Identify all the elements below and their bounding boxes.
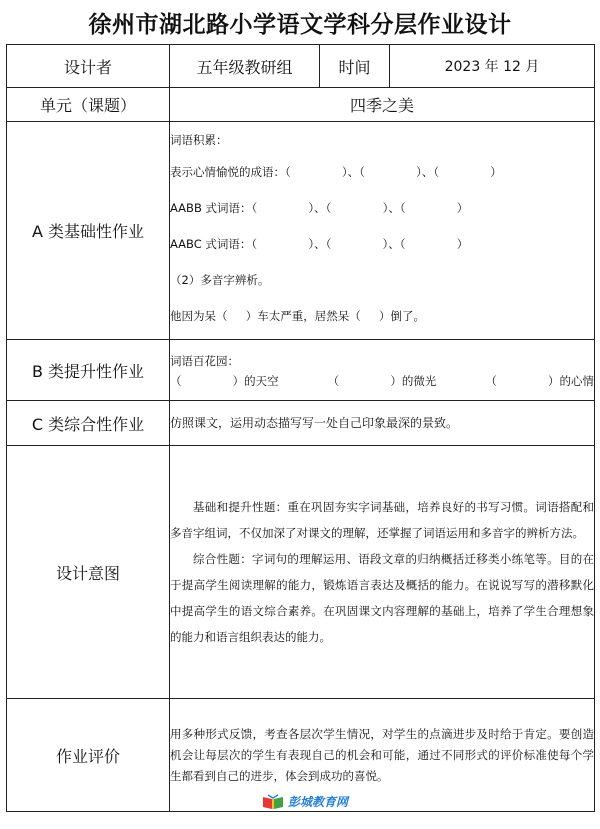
design-intent-paragraph: 基础和提升性题：重在巩固夯实字词基础，培养良好的书写习惯。词语搭配和多音字组词，不仅加深了对课文的理解，还掌握了词语运用和多音字的辨析方法。 bbox=[170, 500, 594, 540]
section-c-label: C 类综合性作业 bbox=[7, 401, 170, 446]
section-b-items bbox=[170, 373, 594, 390]
section-b-heading: 词语百花园： bbox=[170, 353, 239, 368]
design-intent-row bbox=[7, 446, 595, 699]
page-title: 徐州市湖北路小学语文学科分层作业设计 bbox=[88, 12, 512, 38]
homework-design-table bbox=[6, 44, 595, 812]
watermark-text: 彭城教育网 bbox=[288, 795, 349, 809]
design-intent-label: 设计意图 bbox=[7, 446, 170, 699]
section-a-label: A 类基础性作业 bbox=[7, 122, 170, 340]
phrase-blank: （ ）的心情 bbox=[485, 374, 594, 389]
section-b-label: B 类提升性作业 bbox=[7, 340, 170, 401]
section-a-content bbox=[170, 122, 595, 340]
phrase-blank: （ ）的微光 bbox=[327, 374, 437, 389]
section-c-text: 仿照课文，运用动态描写写一处自己印象最深的景致。 bbox=[170, 401, 595, 446]
evaluation-content bbox=[170, 699, 595, 812]
watermark bbox=[262, 793, 348, 810]
design-intent-content bbox=[170, 446, 595, 699]
section-a-line: 表示心情愉悦的成语：（ ）、（ ）、（ ） bbox=[170, 164, 502, 179]
header-row bbox=[7, 45, 595, 88]
unit-value: 四季之美 bbox=[170, 88, 595, 122]
section-a-line: AABB 式词语：（ ）、（ ）、（ ） bbox=[170, 200, 469, 215]
time-label: 时间 bbox=[320, 45, 390, 88]
evaluation-text: 用多种形式反馈，考查各层次学生情况，对学生的点滴进步及时给于肯定。要创造机会让每层次的学生有表现自己的机会和可能，通过不同形式的评价标准使每个学生都看到自己的进步，体会到成功的喜悦。 bbox=[170, 726, 594, 783]
design-intent-paragraph: 综合性题：字词句的理解运用、语段文章的归纳概括迁移类小练笔等。目的在于提高学生阅读理解的能力，锻炼语言表达及概括的能力。在说说写写的潜移默化中提高学生的语文综合素养。在巩固课文内容理解的基础上，培养了学生合理想象的能力和语言组织表达的能力。 bbox=[170, 552, 594, 644]
section-a-row bbox=[7, 122, 595, 340]
designer-label: 设计者 bbox=[7, 45, 170, 88]
section-c-row bbox=[7, 401, 595, 446]
section-a-line: （2）多音字辨析。 bbox=[170, 272, 270, 287]
evaluation-label: 作业评价 bbox=[7, 699, 170, 812]
designer-value: 五年级教研组 bbox=[170, 45, 320, 88]
unit-row bbox=[7, 88, 595, 122]
section-b-content bbox=[170, 340, 595, 401]
section-a-line: 他因为呆（ ）车太严重，居然呆（ ）倒了。 bbox=[170, 308, 426, 323]
section-a-line: 词语积累： bbox=[170, 132, 228, 147]
time-value: 2023 年 12 月 bbox=[390, 45, 595, 88]
section-a-line: AABC 式词语：（ ）、（ ）、（ ） bbox=[170, 236, 469, 251]
section-b-row bbox=[7, 340, 595, 401]
book-logo-icon bbox=[262, 794, 284, 810]
unit-label: 单元（课题） bbox=[7, 88, 170, 122]
phrase-blank: （ ）的天空 bbox=[170, 374, 279, 389]
